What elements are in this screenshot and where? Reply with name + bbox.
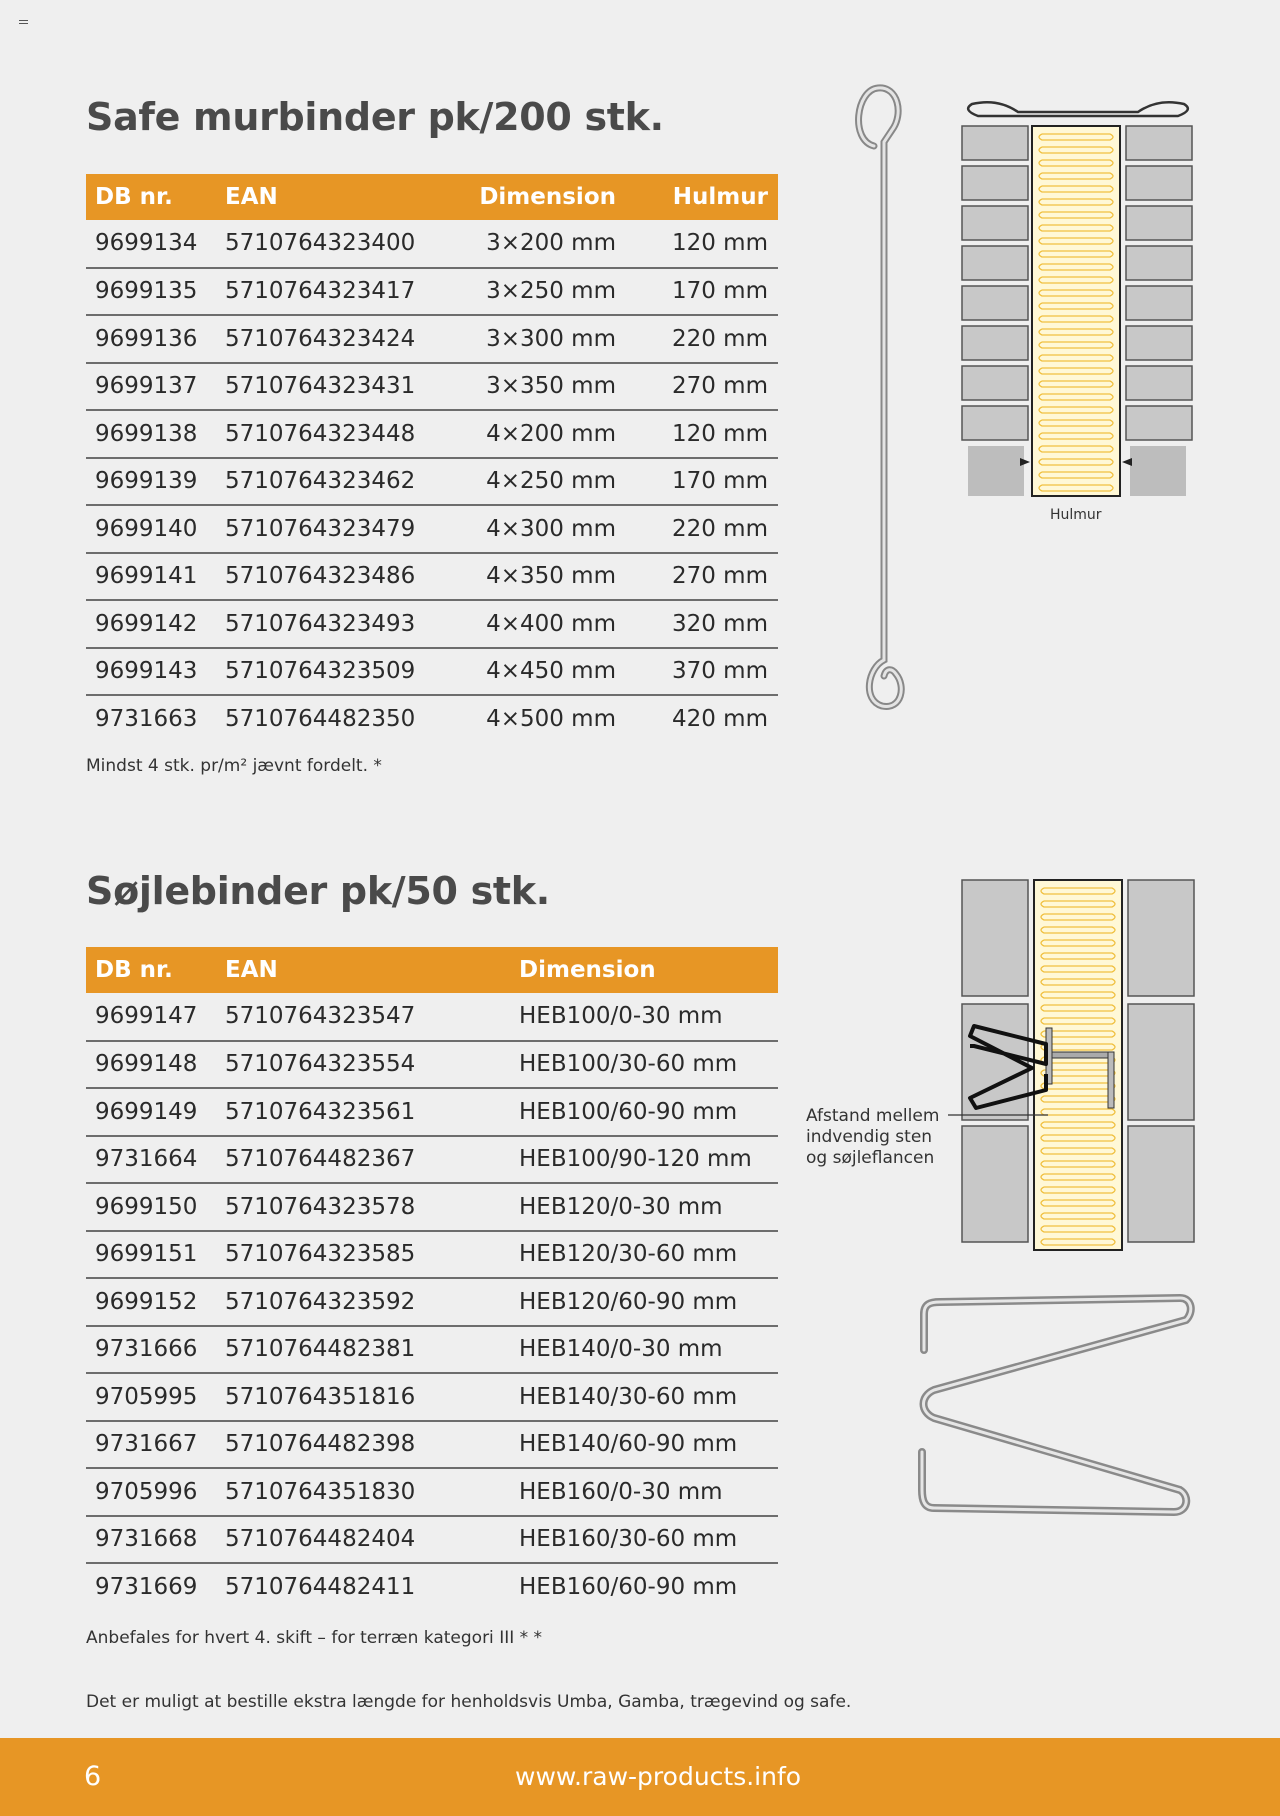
column-flange-right — [1108, 1052, 1114, 1108]
cell-hulmur: 120 mm — [626, 220, 778, 268]
murbinder-table — [86, 174, 778, 743]
cell-ean: 5710764482398 — [216, 1421, 510, 1469]
cell-db-nr: 9699136 — [86, 315, 216, 363]
cavity-wall-diagram — [958, 100, 1198, 500]
cell-dimension: 3×300 mm — [466, 315, 626, 363]
murbinder-note: Mindst 4 stk. pr/m² jævnt fordelt. * — [86, 756, 382, 776]
cell-ean: 5710764323547 — [216, 993, 510, 1041]
cell-dimension: HEB100/90-120 mm — [510, 1136, 778, 1184]
cell-db-nr: 9699152 — [86, 1278, 216, 1326]
cell-db-nr: 9699151 — [86, 1231, 216, 1279]
brick-right — [1126, 286, 1192, 320]
cell-hulmur: 320 mm — [626, 600, 778, 648]
cell-db-nr: 9699140 — [86, 505, 216, 553]
column-header-hulmur: Hulmur — [626, 174, 778, 220]
bottom-note: Det er muligt at bestille ekstra længde for henholdsvis Umba, Gamba, trægevind og safe. — [86, 1692, 852, 1712]
cell-db-nr: 9699143 — [86, 648, 216, 696]
brick-right — [1126, 406, 1192, 440]
cell-dimension: 4×450 mm — [466, 648, 626, 696]
cell-dimension: 3×350 mm — [466, 363, 626, 411]
brick-right — [1126, 246, 1192, 280]
cell-db-nr: 9699134 — [86, 220, 216, 268]
cell-db-nr: 9699141 — [86, 553, 216, 601]
column-tie-diagram — [950, 876, 1200, 1252]
cell-ean: 5710764323424 — [216, 315, 466, 363]
column-header-dimension: Dimension — [510, 947, 778, 993]
cell-dimension: HEB100/30-60 mm — [510, 1041, 778, 1089]
cell-dimension: HEB160/30-60 mm — [510, 1516, 778, 1564]
cell-dimension: 3×200 mm — [466, 220, 626, 268]
cell-dimension: HEB120/0-30 mm — [510, 1183, 778, 1231]
cell-db-nr: 9699139 — [86, 458, 216, 506]
cell-ean: 5710764323561 — [216, 1088, 510, 1136]
cell-ean: 5710764482367 — [216, 1136, 510, 1184]
wall-tie-top — [968, 102, 1188, 116]
wall-tie-illustration — [840, 80, 920, 716]
cell-ean: 5710764323509 — [216, 648, 466, 696]
column-header-ean: EAN — [216, 174, 466, 220]
cell-dimension: 4×350 mm — [466, 553, 626, 601]
cell-ean: 5710764323578 — [216, 1183, 510, 1231]
brick-right — [1126, 366, 1192, 400]
cell-db-nr: 9699138 — [86, 410, 216, 458]
cell-db-nr: 9731667 — [86, 1421, 216, 1469]
page-number: 6 — [84, 1761, 102, 1792]
cell-db-nr: 9699148 — [86, 1041, 216, 1089]
menu-icon[interactable] — [19, 20, 28, 25]
cell-db-nr: 9731668 — [86, 1516, 216, 1564]
table-row — [86, 410, 778, 458]
cell-db-nr: 9699135 — [86, 268, 216, 316]
cell-db-nr: 9731666 — [86, 1326, 216, 1374]
cell-dimension: 4×200 mm — [466, 410, 626, 458]
table-row — [86, 695, 778, 743]
cell-hulmur: 220 mm — [626, 315, 778, 363]
brick-left — [962, 246, 1028, 280]
footer-bar — [0, 1738, 1280, 1816]
table-row — [86, 1136, 778, 1184]
brick-left — [962, 326, 1028, 360]
cell-ean: 5710764323462 — [216, 458, 466, 506]
cell-hulmur: 170 mm — [626, 268, 778, 316]
callout-line-3: og søjleflancen — [806, 1148, 935, 1168]
insulation-layer — [1032, 126, 1120, 496]
callout-line-1: Afstand mellem — [806, 1106, 940, 1126]
table-row — [86, 1326, 778, 1374]
brick-right — [1128, 880, 1194, 996]
table-row — [86, 993, 778, 1041]
foundation-left — [968, 446, 1024, 496]
section-title-murbinder: Safe murbinder pk/200 stk. — [86, 95, 664, 139]
section-title-sojlebinder: Søjlebinder pk/50 stk. — [86, 869, 550, 913]
table-row — [86, 1041, 778, 1089]
table-row — [86, 268, 778, 316]
cell-ean: 5710764482404 — [216, 1516, 510, 1564]
table-row — [86, 363, 778, 411]
cell-ean: 5710764323400 — [216, 220, 466, 268]
cell-ean: 5710764323592 — [216, 1278, 510, 1326]
cell-dimension: 3×250 mm — [466, 268, 626, 316]
callout-leader-line — [948, 1112, 1048, 1118]
cell-ean: 5710764323479 — [216, 505, 466, 553]
brick-left — [962, 286, 1028, 320]
table-row — [86, 505, 778, 553]
cell-dimension: 4×300 mm — [466, 505, 626, 553]
table-row — [86, 553, 778, 601]
brick-left — [962, 166, 1028, 200]
brick-left — [962, 126, 1028, 160]
cell-hulmur: 270 mm — [626, 363, 778, 411]
cell-db-nr: 9699149 — [86, 1088, 216, 1136]
cell-db-nr: 9699142 — [86, 600, 216, 648]
callout-line-2: indvendig sten — [806, 1127, 933, 1147]
brick-left — [962, 206, 1028, 240]
cell-db-nr: 9705995 — [86, 1373, 216, 1421]
cell-dimension: HEB160/0-30 mm — [510, 1468, 778, 1516]
brick-left — [962, 406, 1028, 440]
cell-db-nr: 9705996 — [86, 1468, 216, 1516]
table-row — [86, 1183, 778, 1231]
cell-dimension: HEB160/60-90 mm — [519, 1574, 738, 1601]
cell-dimension: HEB120/60-90 mm — [510, 1278, 778, 1326]
table-header-row — [86, 174, 778, 220]
column-header-db-nr: DB nr. — [86, 947, 216, 993]
cell-ean: 5710764323431 — [216, 363, 466, 411]
cell-db-nr: 9699147 — [86, 993, 216, 1041]
table-row — [86, 648, 778, 696]
cell-hulmur: 270 mm — [626, 553, 778, 601]
cell-ean: 5710764323493 — [216, 600, 466, 648]
cell-ean: 5710764323585 — [216, 1231, 510, 1279]
cell-db-nr: 9699137 — [86, 363, 216, 411]
callout-text — [806, 1106, 946, 1169]
table-row — [86, 1421, 778, 1469]
cell-ean: 5710764482350 — [225, 706, 416, 733]
cell-db-nr: 9731664 — [86, 1136, 216, 1184]
sojlebinder-note: Anbefales for hvert 4. skift – for terræn kategori III * * — [86, 1628, 543, 1648]
brick-right — [1128, 1126, 1194, 1242]
brick-left — [962, 880, 1028, 996]
brick-right — [1126, 126, 1192, 160]
cell-dimension: HEB140/0-30 mm — [510, 1326, 778, 1374]
brick-left — [962, 366, 1028, 400]
column-web — [1050, 1052, 1110, 1058]
table-row — [86, 600, 778, 648]
sojlebinder-table — [86, 947, 778, 1611]
table-row — [86, 1563, 778, 1611]
table-row — [86, 1088, 778, 1136]
hulmur-label: Hulmur — [1050, 507, 1102, 523]
table-row — [86, 1516, 778, 1564]
cell-ean: 5710764351830 — [216, 1468, 510, 1516]
cell-db-nr: 9731663 — [95, 706, 198, 733]
cell-hulmur: 170 mm — [626, 458, 778, 506]
table-row — [86, 220, 778, 268]
cell-ean: 5710764323448 — [216, 410, 466, 458]
column-header-dimension: Dimension — [466, 174, 626, 220]
cell-dimension: 4×400 mm — [466, 600, 626, 648]
cell-ean: 5710764323417 — [216, 268, 466, 316]
foundation-right — [1130, 446, 1186, 496]
cell-ean: 5710764351816 — [216, 1373, 510, 1421]
cell-ean: 5710764482381 — [216, 1326, 510, 1374]
cell-db-nr: 9731669 — [95, 1574, 198, 1601]
cell-hulmur: 220 mm — [626, 505, 778, 553]
brick-right — [1126, 166, 1192, 200]
cell-db-nr: 9699150 — [86, 1183, 216, 1231]
brick-right — [1126, 326, 1192, 360]
cell-ean: 5710764482411 — [225, 1574, 416, 1601]
cell-hulmur: 370 mm — [626, 648, 778, 696]
brick-right — [1126, 206, 1192, 240]
cell-dimension: HEB120/30-60 mm — [510, 1231, 778, 1279]
table-row — [86, 458, 778, 506]
cell-hulmur: 420 mm — [671, 706, 768, 733]
column-tie-illustration — [910, 1290, 1196, 1520]
cell-dimension: 4×250 mm — [466, 458, 626, 506]
cell-dimension: HEB100/0-30 mm — [510, 993, 778, 1041]
arrow-right — [1122, 458, 1132, 466]
cell-dimension: HEB100/60-90 mm — [510, 1088, 778, 1136]
cell-hulmur: 120 mm — [626, 410, 778, 458]
cell-dimension: 4×500 mm — [486, 706, 616, 733]
table-row — [86, 1373, 778, 1421]
table-row — [86, 1468, 778, 1516]
column-header-ean: EAN — [216, 947, 510, 993]
website-link[interactable]: www.raw-products.info — [515, 1762, 802, 1791]
table-row — [86, 1278, 778, 1326]
arrow-left — [1020, 458, 1030, 466]
table-row — [86, 315, 778, 363]
cell-ean: 5710764323554 — [216, 1041, 510, 1089]
table-header-row — [86, 947, 778, 993]
cell-dimension: HEB140/30-60 mm — [510, 1373, 778, 1421]
table-row — [86, 1231, 778, 1279]
brick-right — [1128, 1004, 1194, 1120]
brick-left — [962, 1126, 1028, 1242]
column-header-db-nr: DB nr. — [86, 174, 216, 220]
cell-dimension: HEB140/60-90 mm — [510, 1421, 778, 1469]
cell-ean: 5710764323486 — [216, 553, 466, 601]
